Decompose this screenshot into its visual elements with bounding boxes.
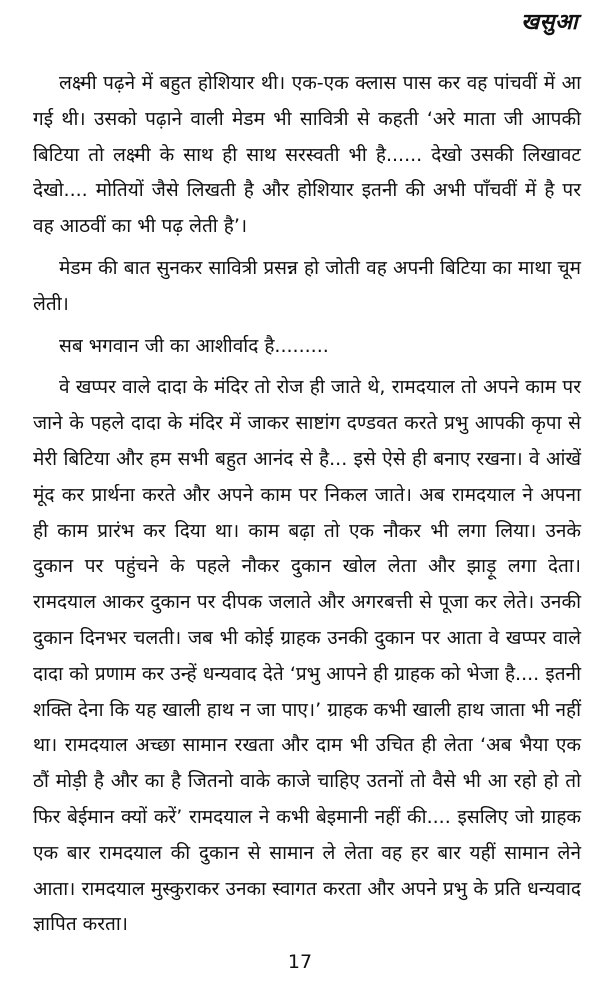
paragraph-3: सब भगवान जी का आशीर्वाद है......... [59,334,329,357]
running-header-title: खसुआ [521,10,578,35]
page-number: 17 [287,951,313,973]
paragraph-1: लक्ष्मी पढ़ने में बहुत होशियार थी। एक-एक क्लास पास कर वह पांचवीं में आ गई थी। उसको पढ़ाने वाली मेडम भी सावित्री से कहती ‘अरे माता जी आपकी बिटिया तो लक्ष्मी के साथ ही साथ सरस्वती भी है...... देखो उसकी लिखावट देखो.... मोतियों जैसे लिखती है और होशियार इतनी की अभी पाँचवीं में है पर वह आठवीं का भी पढ़ लेती है’। [33,72,581,238]
paragraph-2: मेडम की बात सुनकर सावित्री प्रसन्न हो जोती वह अपनी बिटिया का माथा चूम लेती। [33,256,581,315]
paragraph-4: वे खप्पर वाले दादा के मंदिर तो रोज ही जाते थे, रामदयाल तो अपने काम पर जाने के पहले दादा के मंदिर में जाकर साष्टांग दण्डवत करते प्रभु आपकी कृपा से मेरी बिटिया और हम सभी बहुत आनंद से है... इसे ऐसे ही बनाए रखना। वे आंखें मूंद कर प्रार्थना करते और अपने काम पर निकल जाते। अब रामदयाल ने अपना ही काम प्रारंभ कर दिया था। काम बढ़ा तो एक नौकर भी लगा लिया। उनके दुकान पर पहुंचने के पहले नौकर दुकान खोल लेता और झाड़ू लगा देता। रामदयाल आकर दुकान पर दीपक जलाते और अगरबत्ती से पूजा कर लेते। उनकी दुकान दिनभर चलती। जब भी कोई ग्राहक उनकी दुकान पर आता वे खप्पर वाले दादा को प्रणाम कर उन्हें धन्यवाद देते ‘प्रभु आपने ही ग्राहक को भेजा है.... इतनी शक्ति देना कि यह खाली हाथ न जा पाए।’ ग्राहक कभी खाली हाथ जाता भी नहीं था। रामदयाल अच्छा सामान रखता और दाम भी उचित ही लेता ‘अब भैया एक ठौं मोड़ी है और का है जितनो वाके काजे चाहिए उतनों तो वैसे भी आ रहो हो तो फिर बेईमान क्यों करें’ रामदयाल ने कभी बेइमानी नहीं की.... इसलिए जो ग्राहक एक बार रामदयाल की दुकान से सामान ले लेता वह हर बार यहीं सामान लेने आता। रामदयाल मुस्कुराकर उनका स्वागत करता और अपने प्रभु के प्रति धन्यवाद ज्ञापित करता। [33,376,581,936]
page-body-text [33,66,581,949]
